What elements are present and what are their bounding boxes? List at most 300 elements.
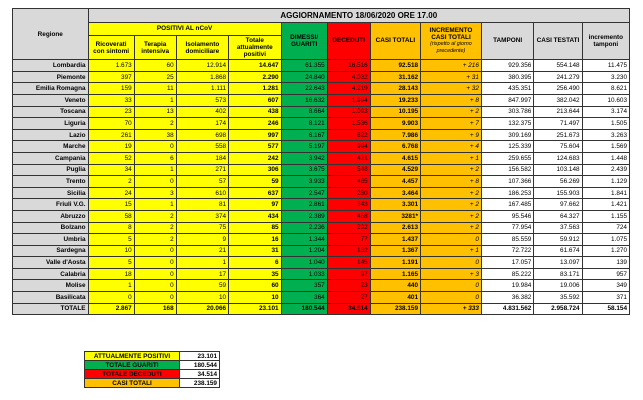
deceased-cell: 822 <box>327 129 370 141</box>
deceased-cell: 292 <box>327 222 370 234</box>
total-positive-cell: 59 <box>229 176 281 188</box>
tested-cell: 59.912 <box>534 234 582 246</box>
legend-label: ATTUALMENTE POSITIVI <box>85 352 180 361</box>
total-cases-header: CASI TOTALI <box>370 22 420 60</box>
intensive-cell: 6 <box>134 152 176 164</box>
swabs-cell: 125.339 <box>481 141 533 153</box>
total-row <box>13 303 630 315</box>
swabs-cell: 95.546 <box>481 210 533 222</box>
swabs-cell: 19.984 <box>481 280 533 292</box>
total-cases-cell: 6.768 <box>370 141 420 153</box>
total-cases-cell: 401 <box>370 292 420 304</box>
hospitalized-header: Ricoverati con sintomi <box>88 36 134 60</box>
discharged-cell: 6.167 <box>281 129 327 141</box>
intensive-cell: 2 <box>134 234 176 246</box>
intensive-cell: 13 <box>134 106 176 118</box>
tested-cell: 37.563 <box>534 222 582 234</box>
increment-cell: 0 <box>421 292 482 304</box>
increment-cell: + 9 <box>421 129 482 141</box>
table-row <box>13 176 630 188</box>
region-name: Calabria <box>13 268 89 280</box>
discharged-cell: 357 <box>281 280 327 292</box>
home-isolation-cell: 610 <box>176 187 228 199</box>
table-row <box>13 118 630 130</box>
total-cases-cell: 238.159 <box>370 303 420 315</box>
increment-cell: + 2 <box>421 222 482 234</box>
total-cases-cell: 3.464 <box>370 187 420 199</box>
hospitalized-cell: 24 <box>88 187 134 199</box>
discharged-cell: 8.664 <box>281 106 327 118</box>
table-row <box>13 141 630 153</box>
swab-increment-cell: 1.270 <box>582 245 629 257</box>
table-row <box>13 187 630 199</box>
increment-cell: + 7 <box>421 118 482 130</box>
swab-increment-cell: 58.154 <box>582 303 629 315</box>
increment-cell: 0 <box>421 234 482 246</box>
legend-label: CASI TOTALI <box>85 379 180 388</box>
swab-increment-cell: 1.569 <box>582 141 629 153</box>
total-cases-cell: 4.457 <box>370 176 420 188</box>
swabs-cell: 85.222 <box>481 268 533 280</box>
hospitalized-cell: 2 <box>88 176 134 188</box>
discharged-cell: 16.632 <box>281 94 327 106</box>
region-name: Campania <box>13 152 89 164</box>
hospitalized-cell: 70 <box>88 118 134 130</box>
intensive-cell: 1 <box>134 199 176 211</box>
swabs-cell: 85.559 <box>481 234 533 246</box>
increment-cell: + 2 <box>421 187 482 199</box>
legend-row <box>85 370 220 379</box>
total-cases-cell: 2.613 <box>370 222 420 234</box>
discharged-cell: 1.033 <box>281 268 327 280</box>
home-isolation-cell: 12.914 <box>176 60 228 72</box>
table-row <box>13 199 630 211</box>
tested-cell: 83.171 <box>534 268 582 280</box>
deceased-header: DECEDUTI <box>327 22 370 60</box>
positive-group-header: POSITIVI AL nCoV <box>88 22 281 36</box>
home-isolation-cell: 57 <box>176 176 228 188</box>
total-positive-cell: 10 <box>229 292 281 304</box>
region-name: Liguria <box>13 118 89 130</box>
deceased-cell: 343 <box>327 199 370 211</box>
increment-cell: + 216 <box>421 60 482 72</box>
swab-increment-cell: 3.263 <box>582 129 629 141</box>
swabs-cell: 72.722 <box>481 245 533 257</box>
tested-cell: 13.097 <box>534 257 582 269</box>
tested-cell: 75.604 <box>534 141 582 153</box>
intensive-header: Terapia intensiva <box>134 36 176 60</box>
intensive-cell: 38 <box>134 129 176 141</box>
discharged-cell: 2.389 <box>281 210 327 222</box>
hospitalized-cell: 159 <box>88 83 134 95</box>
tested-cell: 64.327 <box>534 210 582 222</box>
regional-data-table <box>12 8 630 315</box>
intensive-cell: 0 <box>134 176 176 188</box>
swab-increment-cell: 1.841 <box>582 187 629 199</box>
discharged-cell: 180.544 <box>281 303 327 315</box>
hospitalized-cell: 261 <box>88 129 134 141</box>
table-row <box>13 245 630 257</box>
deceased-cell: 23 <box>327 280 370 292</box>
table-row <box>13 210 630 222</box>
swabs-cell: 847.997 <box>481 94 533 106</box>
hospitalized-cell: 58 <box>88 210 134 222</box>
total-positive-cell: 16 <box>229 234 281 246</box>
total-cases-cell: 28.143 <box>370 83 420 95</box>
swab-increment-cell: 1.505 <box>582 118 629 130</box>
total-positive-header: Totale attualmente positivi <box>229 36 281 60</box>
discharged-cell: 5.197 <box>281 141 327 153</box>
home-isolation-cell: 573 <box>176 94 228 106</box>
intensive-cell: 0 <box>134 257 176 269</box>
deceased-cell: 97 <box>327 268 370 280</box>
hospitalized-cell: 1 <box>88 280 134 292</box>
legend-value: 34.514 <box>180 370 220 379</box>
swabs-cell: 380.395 <box>481 71 533 83</box>
home-isolation-cell: 1 <box>176 257 228 269</box>
total-cases-cell: 1.191 <box>370 257 420 269</box>
table-row <box>13 152 630 164</box>
hospitalized-cell: 1.673 <box>88 60 134 72</box>
total-positive-cell: 637 <box>229 187 281 199</box>
home-isolation-cell: 75 <box>176 222 228 234</box>
increment-cell: + 4 <box>421 141 482 153</box>
swab-increment-cell: 957 <box>582 268 629 280</box>
swabs-cell: 156.582 <box>481 164 533 176</box>
tested-header: CASI TESTATI <box>534 22 582 60</box>
deceased-cell: 77 <box>327 234 370 246</box>
swabs-cell: 107.366 <box>481 176 533 188</box>
tested-cell: 71.497 <box>534 118 582 130</box>
table-row <box>13 129 630 141</box>
total-positive-cell: 246 <box>229 118 281 130</box>
swabs-cell: 36.382 <box>481 292 533 304</box>
swab-increment-cell: 1.155 <box>582 210 629 222</box>
tested-cell: 382.042 <box>534 94 582 106</box>
total-positive-cell: 85 <box>229 222 281 234</box>
region-header: Regione <box>13 9 89 60</box>
total-cases-cell: 31.162 <box>370 71 420 83</box>
home-isolation-cell: 1.868 <box>176 71 228 83</box>
region-name: Lazio <box>13 129 89 141</box>
total-positive-cell: 438 <box>229 106 281 118</box>
legend-label: TOTALE DECEDUTI <box>85 370 180 379</box>
swabs-cell: 77.954 <box>481 222 533 234</box>
hospitalized-cell: 397 <box>88 71 134 83</box>
swab-increment-cell: 2.439 <box>582 164 629 176</box>
total-cases-cell: 4.529 <box>370 164 420 176</box>
increment-cell: + 3 <box>421 268 482 280</box>
hospitalized-cell: 5 <box>88 257 134 269</box>
deceased-cell: 1.994 <box>327 94 370 106</box>
tested-cell: 241.279 <box>534 71 582 83</box>
increment-cell: + 2 <box>421 210 482 222</box>
home-isolation-cell: 81 <box>176 199 228 211</box>
table-row <box>13 106 630 118</box>
increment-cell: + 2 <box>421 164 482 176</box>
intensive-cell: 2 <box>134 118 176 130</box>
table-row <box>13 280 630 292</box>
swab-increment-cell: 10.603 <box>582 94 629 106</box>
swabs-header: TAMPONI <box>481 22 533 60</box>
discharged-cell: 8.121 <box>281 118 327 130</box>
intensive-cell: 25 <box>134 71 176 83</box>
increment-cell: + 1 <box>421 245 482 257</box>
total-positive-cell: 35 <box>229 268 281 280</box>
deceased-cell: 4.032 <box>327 71 370 83</box>
home-isolation-cell: 698 <box>176 129 228 141</box>
increment-cell: + 2 <box>421 199 482 211</box>
discharged-cell: 3.675 <box>281 164 327 176</box>
legend-value: 180.544 <box>180 361 220 370</box>
home-isolation-cell: 21 <box>176 245 228 257</box>
deceased-cell: 1.536 <box>327 118 370 130</box>
increment-header <box>421 22 482 60</box>
total-positive-cell: 242 <box>229 152 281 164</box>
swab-increment-cell: 371 <box>582 292 629 304</box>
intensive-cell: 0 <box>134 292 176 304</box>
hospitalized-cell: 0 <box>88 292 134 304</box>
intensive-cell: 2 <box>134 222 176 234</box>
total-positive-cell: 607 <box>229 94 281 106</box>
deceased-cell: 145 <box>327 257 370 269</box>
summary-legend <box>84 351 220 388</box>
region-name: Bolzano <box>13 222 89 234</box>
legend-value: 23.101 <box>180 352 220 361</box>
intensive-cell: 2 <box>134 210 176 222</box>
discharged-cell: 3.933 <box>281 176 327 188</box>
total-cases-cell: 4.615 <box>370 152 420 164</box>
hospitalized-cell: 15 <box>88 199 134 211</box>
increment-cell: + 32 <box>421 83 482 95</box>
swabs-cell: 186.253 <box>481 187 533 199</box>
swab-increment-cell: 139 <box>582 257 629 269</box>
swab-increment-cell: 349 <box>582 280 629 292</box>
hospitalized-cell: 19 <box>88 141 134 153</box>
total-positive-cell: 14.647 <box>229 60 281 72</box>
increment-cell: 0 <box>421 257 482 269</box>
table-body <box>13 60 630 315</box>
tested-cell: 213.644 <box>534 106 582 118</box>
region-name: Lombardia <box>13 60 89 72</box>
intensive-cell: 3 <box>134 187 176 199</box>
tested-cell: 56.269 <box>534 176 582 188</box>
region-name: Veneto <box>13 94 89 106</box>
deceased-cell: 34.514 <box>327 303 370 315</box>
region-name: Sicilia <box>13 187 89 199</box>
region-name: Puglia <box>13 164 89 176</box>
region-name: TOTALE <box>13 303 89 315</box>
total-cases-cell: 1.367 <box>370 245 420 257</box>
region-name: Molise <box>13 280 89 292</box>
legend-row <box>85 352 220 361</box>
swab-increment-cell: 3.174 <box>582 106 629 118</box>
hospitalized-cell: 18 <box>88 268 134 280</box>
home-isolation-cell: 184 <box>176 152 228 164</box>
total-positive-cell: 60 <box>229 280 281 292</box>
increment-cell: + 333 <box>421 303 482 315</box>
discharged-cell: 1.344 <box>281 234 327 246</box>
increment-cell: + 8 <box>421 94 482 106</box>
table-row <box>13 222 630 234</box>
swab-increment-cell: 3.230 <box>582 71 629 83</box>
total-positive-cell: 23.101 <box>229 303 281 315</box>
discharged-cell: 1.204 <box>281 245 327 257</box>
swab-increment-cell: 1.421 <box>582 199 629 211</box>
region-name: Umbria <box>13 234 89 246</box>
discharged-cell: 3.942 <box>281 152 327 164</box>
swabs-cell: 309.169 <box>481 129 533 141</box>
tested-cell: 97.662 <box>534 199 582 211</box>
total-cases-cell: 3281* <box>370 210 420 222</box>
table-row <box>13 257 630 269</box>
table-row <box>13 234 630 246</box>
discharged-cell: 61.355 <box>281 60 327 72</box>
intensive-cell: 1 <box>134 94 176 106</box>
home-isolation-cell: 271 <box>176 164 228 176</box>
increment-cell: + 8 <box>421 176 482 188</box>
intensive-cell: 1 <box>134 164 176 176</box>
deceased-cell: 1.093 <box>327 106 370 118</box>
swabs-cell: 303.786 <box>481 106 533 118</box>
hospitalized-cell: 23 <box>88 106 134 118</box>
swab-increment-header: incremento tamponi <box>582 22 629 60</box>
discharged-cell: 2.861 <box>281 199 327 211</box>
region-name: Abruzzo <box>13 210 89 222</box>
total-cases-cell: 10.195 <box>370 106 420 118</box>
swabs-cell: 132.375 <box>481 118 533 130</box>
increment-cell: + 31 <box>421 71 482 83</box>
intensive-cell: 0 <box>134 268 176 280</box>
hospitalized-cell: 8 <box>88 222 134 234</box>
deceased-cell: 548 <box>327 164 370 176</box>
total-positive-cell: 6 <box>229 257 281 269</box>
hospitalized-cell: 5 <box>88 234 134 246</box>
deceased-cell: 994 <box>327 141 370 153</box>
deceased-cell: 16.516 <box>327 60 370 72</box>
discharged-header: DIMESSI/ GUARITI <box>281 22 327 60</box>
table-row <box>13 60 630 72</box>
deceased-cell: 465 <box>327 176 370 188</box>
legend-value: 238.159 <box>180 379 220 388</box>
tested-cell: 251.673 <box>534 129 582 141</box>
increment-cell: + 1 <box>421 152 482 164</box>
deceased-cell: 280 <box>327 187 370 199</box>
region-name: Emilia Romagna <box>13 83 89 95</box>
home-isolation-cell: 10 <box>176 292 228 304</box>
home-isolation-header: Isolamento domiciliare <box>176 36 228 60</box>
update-title: AGGIORNAMENTO 18/06/2020 ORE 17.00 <box>88 9 629 23</box>
legend-row <box>85 361 220 370</box>
total-cases-cell: 1.437 <box>370 234 420 246</box>
tested-cell: 124.683 <box>534 152 582 164</box>
increment-header-label: INCREMENTO CASI TOTALI <box>429 26 473 41</box>
region-name: Trento <box>13 176 89 188</box>
home-isolation-cell: 59 <box>176 280 228 292</box>
discharged-cell: 2.236 <box>281 222 327 234</box>
tested-cell: 155.903 <box>534 187 582 199</box>
discharged-cell: 2.547 <box>281 187 327 199</box>
intensive-cell: 0 <box>134 245 176 257</box>
tested-cell: 35.592 <box>534 292 582 304</box>
hospitalized-cell: 33 <box>88 94 134 106</box>
tested-cell: 2.958.724 <box>534 303 582 315</box>
swabs-cell: 4.831.562 <box>481 303 533 315</box>
home-isolation-cell: 374 <box>176 210 228 222</box>
home-isolation-cell: 558 <box>176 141 228 153</box>
intensive-cell: 168 <box>134 303 176 315</box>
total-cases-cell: 7.986 <box>370 129 420 141</box>
intensive-cell: 60 <box>134 60 176 72</box>
total-cases-cell: 92.518 <box>370 60 420 72</box>
hospitalized-cell: 2.867 <box>88 303 134 315</box>
tested-cell: 103.148 <box>534 164 582 176</box>
tested-cell: 554.148 <box>534 60 582 72</box>
total-positive-cell: 1.281 <box>229 83 281 95</box>
swabs-cell: 435.351 <box>481 83 533 95</box>
total-positive-cell: 577 <box>229 141 281 153</box>
home-isolation-cell: 174 <box>176 118 228 130</box>
swab-increment-cell: 724 <box>582 222 629 234</box>
region-name: Piemonte <box>13 71 89 83</box>
increment-cell: 0 <box>421 280 482 292</box>
total-positive-cell: 434 <box>229 210 281 222</box>
discharged-cell: 22.643 <box>281 83 327 95</box>
swab-increment-cell: 11.475 <box>582 60 629 72</box>
swabs-cell: 17.057 <box>481 257 533 269</box>
total-cases-cell: 3.301 <box>370 199 420 211</box>
region-name: Valle d'Aosta <box>13 257 89 269</box>
tested-cell: 61.674 <box>534 245 582 257</box>
total-positive-cell: 306 <box>229 164 281 176</box>
total-positive-cell: 97 <box>229 199 281 211</box>
table-row <box>13 292 630 304</box>
table-row <box>13 268 630 280</box>
tested-cell: 19.006 <box>534 280 582 292</box>
hospitalized-cell: 10 <box>88 245 134 257</box>
intensive-cell: 11 <box>134 83 176 95</box>
legend-label: TOTALE GUARITI <box>85 361 180 370</box>
increment-header-note: (rispetto al giorno precedente) <box>430 40 472 54</box>
home-isolation-cell: 17 <box>176 268 228 280</box>
region-name: Marche <box>13 141 89 153</box>
deceased-cell: 132 <box>327 245 370 257</box>
region-name: Toscana <box>13 106 89 118</box>
home-isolation-cell: 1.111 <box>176 83 228 95</box>
home-isolation-cell: 20.066 <box>176 303 228 315</box>
swab-increment-cell: 8.621 <box>582 83 629 95</box>
deceased-cell: 4.219 <box>327 83 370 95</box>
table-row <box>13 83 630 95</box>
swabs-cell: 167.485 <box>481 199 533 211</box>
region-name: Sardegna <box>13 245 89 257</box>
home-isolation-cell: 402 <box>176 106 228 118</box>
region-name: Friuli V.G. <box>13 199 89 211</box>
table-row <box>13 94 630 106</box>
swabs-cell: 259.655 <box>481 152 533 164</box>
deceased-cell: 458 <box>327 210 370 222</box>
swab-increment-cell: 1.075 <box>582 234 629 246</box>
home-isolation-cell: 9 <box>176 234 228 246</box>
increment-cell: + 2 <box>421 106 482 118</box>
hospitalized-cell: 52 <box>88 152 134 164</box>
total-positive-cell: 31 <box>229 245 281 257</box>
table-row <box>13 71 630 83</box>
legend-row <box>85 379 220 388</box>
total-cases-cell: 440 <box>370 280 420 292</box>
total-positive-cell: 2.290 <box>229 71 281 83</box>
total-cases-cell: 9.903 <box>370 118 420 130</box>
